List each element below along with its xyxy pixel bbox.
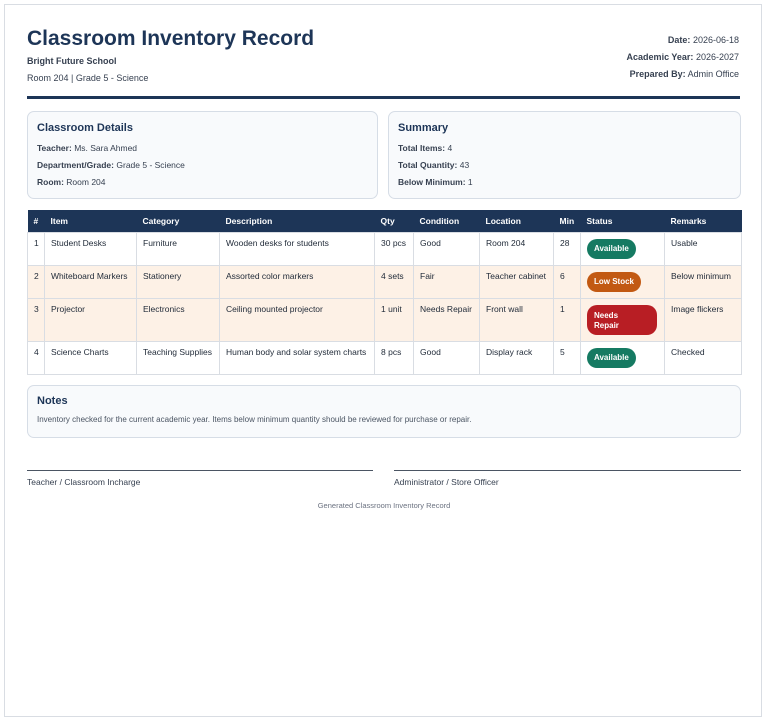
- document-meta: [627, 32, 739, 83]
- inventory-table: [27, 210, 742, 375]
- total-quantity-label: Total Quantity:: [398, 160, 458, 170]
- cell-min: 5: [554, 342, 581, 375]
- cell-category: Electronics: [137, 299, 220, 342]
- status-badge: Low Stock: [587, 272, 641, 292]
- inventory-document: [4, 4, 762, 717]
- room-row: [37, 177, 106, 187]
- cell-status: [581, 233, 665, 266]
- date-value: 2026-06-18: [692, 35, 739, 45]
- teacher-signature-line: [27, 470, 373, 471]
- room-grade-line: Room 204 | Grade 5 - Science: [27, 73, 149, 83]
- cell-condition: Good: [414, 342, 480, 375]
- cell-description: Ceiling mounted projector: [220, 299, 375, 342]
- below-minimum-label: Below Minimum:: [398, 177, 466, 187]
- status-badge: Needs Repair: [587, 305, 657, 335]
- summary-title: Summary: [398, 122, 449, 134]
- cell-condition: Fair: [414, 266, 480, 299]
- date-row: [627, 32, 739, 49]
- total-items-label: Total Items:: [398, 143, 446, 153]
- notes-card: [27, 385, 741, 438]
- school-name: Bright Future School: [27, 56, 117, 66]
- cell-item: Whiteboard Markers: [45, 266, 137, 299]
- cell-location: Display rack: [480, 342, 554, 375]
- cell-item: Science Charts: [45, 342, 137, 375]
- cell-location: Front wall: [480, 299, 554, 342]
- document-title: Classroom Inventory Record: [27, 27, 315, 50]
- cell-qty: 30 pcs: [375, 233, 414, 266]
- teacher-value: Ms. Sara Ahmed: [74, 143, 138, 153]
- teacher-label: Teacher:: [37, 143, 72, 153]
- classroom-details-card: [27, 111, 378, 199]
- cell-qty: 1 unit: [375, 299, 414, 342]
- cell-remarks: Usable: [665, 233, 742, 266]
- cell-category: Furniture: [137, 233, 220, 266]
- cell-description: Assorted color markers: [220, 266, 375, 299]
- header-num: #: [28, 210, 45, 233]
- cell-category: Teaching Supplies: [137, 342, 220, 375]
- notes-text: Inventory checked for the current academic year. Items below minimum quantity should be reviewed for purchase or repair.: [37, 415, 472, 424]
- cell-remarks: Checked: [665, 342, 742, 375]
- header-status: Status: [581, 210, 665, 233]
- department-value: Grade 5 - Science: [116, 160, 185, 170]
- cell-location: Teacher cabinet: [480, 266, 554, 299]
- prepared-by-row: [627, 66, 739, 83]
- header-category: Category: [137, 210, 220, 233]
- teacher-row: [37, 143, 137, 153]
- cell-remarks: Below minimum: [665, 266, 742, 299]
- cell-location: Room 204: [480, 233, 554, 266]
- department-row: [37, 160, 185, 170]
- cell-condition: Needs Repair: [414, 299, 480, 342]
- cell-num: 4: [28, 342, 45, 375]
- table-header-row: [28, 210, 742, 233]
- cell-description: Human body and solar system charts: [220, 342, 375, 375]
- total-items-row: [398, 143, 452, 153]
- academic-year-row: [627, 49, 739, 66]
- status-badge: Available: [587, 348, 636, 368]
- cell-qty: 4 sets: [375, 266, 414, 299]
- table-row: [28, 299, 742, 342]
- cell-status: [581, 266, 665, 299]
- summary-card: [388, 111, 741, 199]
- cell-item: Student Desks: [45, 233, 137, 266]
- department-label: Department/Grade:: [37, 160, 114, 170]
- table-row: [28, 342, 742, 375]
- header-min: Min: [554, 210, 581, 233]
- cell-qty: 8 pcs: [375, 342, 414, 375]
- table-row: [28, 266, 742, 299]
- total-items-value: 4: [447, 143, 453, 153]
- header-remarks: Remarks: [665, 210, 742, 233]
- total-quantity-row: [398, 160, 469, 170]
- header-description: Description: [220, 210, 375, 233]
- cell-min: 6: [554, 266, 581, 299]
- academic-year-value: 2026-2027: [695, 52, 739, 62]
- table-row: [28, 233, 742, 266]
- cell-condition: Good: [414, 233, 480, 266]
- cell-remarks: Image flickers: [665, 299, 742, 342]
- header-item: Item: [45, 210, 137, 233]
- cell-min: 1: [554, 299, 581, 342]
- cell-num: 2: [28, 266, 45, 299]
- total-quantity-value: 43: [459, 160, 470, 170]
- cell-num: 1: [28, 233, 45, 266]
- cell-category: Stationery: [137, 266, 220, 299]
- below-minimum-value: 1: [467, 177, 473, 187]
- status-badge: Available: [587, 239, 636, 259]
- header-condition: Condition: [414, 210, 480, 233]
- academic-year-label: Academic Year:: [626, 52, 694, 62]
- below-minimum-row: [398, 177, 473, 187]
- admin-signature-label: Administrator / Store Officer: [394, 477, 499, 487]
- cell-status: [581, 342, 665, 375]
- cell-num: 3: [28, 299, 45, 342]
- cell-description: Wooden desks for students: [220, 233, 375, 266]
- classroom-details-title: Classroom Details: [37, 122, 133, 134]
- date-label: Date:: [667, 35, 691, 45]
- room-value: Room 204: [66, 177, 106, 187]
- prepared-by-value: Admin Office: [687, 69, 739, 79]
- cell-status: [581, 299, 665, 342]
- header-divider: [27, 96, 740, 99]
- cell-item: Projector: [45, 299, 137, 342]
- room-label: Room:: [37, 177, 64, 187]
- header-location: Location: [480, 210, 554, 233]
- notes-title: Notes: [37, 395, 68, 407]
- teacher-signature-label: Teacher / Classroom Incharge: [27, 477, 141, 487]
- cell-min: 28: [554, 233, 581, 266]
- prepared-by-label: Prepared By:: [629, 69, 686, 79]
- document-footer: Generated Classroom Inventory Record: [317, 501, 451, 510]
- header-qty: Qty: [375, 210, 414, 233]
- admin-signature-line: [394, 470, 741, 471]
